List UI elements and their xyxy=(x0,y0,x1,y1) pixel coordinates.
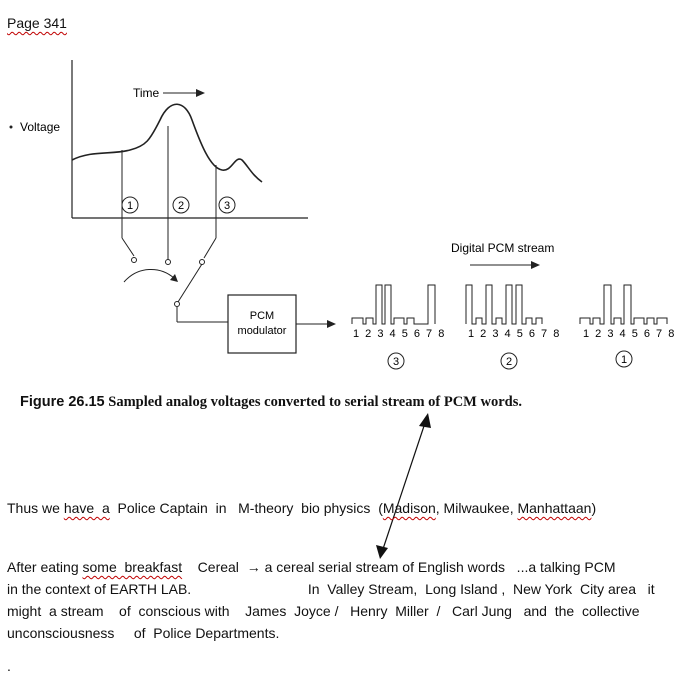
figure-caption xyxy=(20,394,540,410)
pcm-word-3-waveform xyxy=(352,285,435,324)
pcm-word-1-marker-text: 1 xyxy=(620,354,628,366)
pcm-word-3-marker-text: 3 xyxy=(392,356,400,368)
sample-marker-3-text: 3 xyxy=(223,200,231,212)
p2-text-c: Cereal → a cereal serial stream of English words ...a talking PCM xyxy=(182,559,616,575)
p1-text-f: Manhattaan xyxy=(517,500,592,516)
modulator-label-1: PCM xyxy=(249,310,275,322)
rotation-arc xyxy=(124,269,174,282)
p2-text-b: some breakfast xyxy=(82,559,183,575)
p1-text-a: Thus we xyxy=(7,500,64,516)
pcm-word-1-waveform xyxy=(580,285,667,324)
contact-3 xyxy=(200,260,205,265)
paragraph-2-line-4: unconsciousness of Police Departments. xyxy=(7,625,280,641)
switch-line-1 xyxy=(122,238,134,256)
stream-label: Digital PCM stream xyxy=(451,241,555,255)
switch-line-3 xyxy=(204,238,216,258)
paragraph-1 xyxy=(7,497,596,519)
p2-text-a: After eating xyxy=(7,559,83,575)
voltage-bullet xyxy=(10,126,13,129)
sample-marker-1-text: 1 xyxy=(126,200,134,212)
annotation-arrowhead-top xyxy=(419,413,431,428)
p1-text-g: ) xyxy=(591,500,597,516)
trailing-mark: . xyxy=(7,658,11,674)
pcm-word-3-bits: 1 2 3 4 5 6 7 8 xyxy=(353,328,446,340)
paragraph-2-line-1 xyxy=(7,556,616,578)
p1-text-b: have a xyxy=(63,500,110,516)
voltage-label: Voltage xyxy=(20,120,61,134)
pcm-word-2-marker-text: 2 xyxy=(505,356,513,368)
contact-1 xyxy=(132,258,137,263)
time-arrowhead xyxy=(196,89,205,97)
contact-2 xyxy=(166,260,171,265)
figure-caption-text: Sampled analog voltages converted to serial stream of PCM words. xyxy=(108,394,522,410)
p1-text-c: Police Captain in M-theory bio physics ( xyxy=(109,500,383,516)
p1-text-d: Madison xyxy=(382,500,436,516)
p1-text-e: , Milwaukee, xyxy=(435,500,518,516)
page-label-text: Page 341 xyxy=(7,15,67,31)
sample-marker-2-text: 2 xyxy=(177,200,185,212)
output-arrowhead xyxy=(327,320,336,328)
pcm-word-2-bits: 1 2 3 4 5 6 7 8 xyxy=(468,328,561,340)
paragraph-2-line-2: in the context of EARTH LAB. In Valley Stream, Long Island , New York City area it xyxy=(7,581,655,597)
switch-arm xyxy=(178,264,202,302)
pcm-modulator-box xyxy=(228,295,296,353)
annotation-arrow-line xyxy=(382,420,426,552)
figure-number: Figure 26.15 xyxy=(20,394,105,410)
pcm-word-2-waveform xyxy=(466,285,542,324)
stream-arrowhead xyxy=(531,261,540,269)
switch-pivot xyxy=(175,302,180,307)
pcm-word-1-bits: 1 2 3 4 5 6 7 8 xyxy=(583,328,676,340)
analog-waveform xyxy=(72,104,262,182)
modulator-label-2: modulator xyxy=(237,325,287,337)
time-label: Time xyxy=(133,86,160,100)
paragraph-2-line-3: might a stream of conscious with James Joyce / Henry Miller / Carl Jung and the collective xyxy=(7,603,640,619)
